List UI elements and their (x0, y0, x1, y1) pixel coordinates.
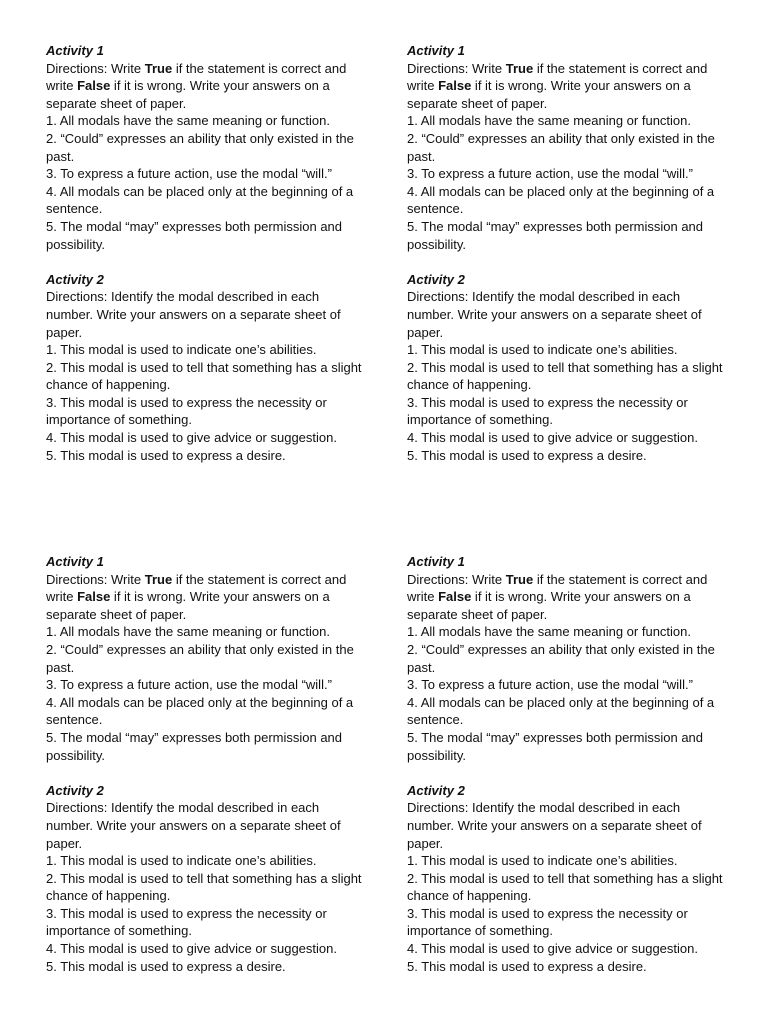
activity1-directions-mid: if the statement is correct and write (46, 60, 347, 94)
activity1-heading: Activity 1 (46, 43, 104, 58)
activity2-directions: Directions: Identify the modal described in each number. Write your answers on a separate sheet of paper. (46, 289, 341, 340)
worksheet-copy-top-left (46, 42, 364, 464)
worksheet-copy-bottom-left (46, 553, 364, 975)
activity1-directions-pre: Directions: Write (46, 571, 145, 587)
activity1-heading: Activity 1 (46, 554, 104, 569)
activity1-directions (46, 571, 364, 624)
activity1-item: 5. The modal “may” expresses both permission and possibility. (407, 729, 704, 763)
activity1-item: 5. The modal “may” expresses both permission and possibility. (46, 218, 343, 252)
activity1-heading: Activity 1 (407, 554, 465, 569)
activity1-directions-mid: if the statement is correct and write (46, 571, 347, 605)
activity2-heading: Activity 2 (407, 782, 465, 798)
activity2-item: 2. This modal is used to tell that something has a slight chance of happening. (46, 870, 362, 904)
activity2-item: 5. This modal is used to express a desire. (46, 958, 286, 974)
activity2-heading: Activity 2 (407, 271, 465, 287)
activity2-item: 2. This modal is used to tell that something has a slight chance of happening. (407, 359, 723, 393)
activity1-item: 1. All modals have the same meaning or function. (407, 624, 691, 640)
activity2-item: 4. This modal is used to give advice or suggestion. (46, 941, 337, 957)
activity1-item: 3. To express a future action, use the modal “will.” (46, 166, 332, 182)
activity1-heading: Activity 1 (407, 43, 465, 58)
activity2-item: 3. This modal is used to express the necessity or importance of something. (46, 394, 327, 428)
activity2-item: 4. This modal is used to give advice or suggestion. (46, 430, 337, 446)
activity1-item: 2. “Could” expresses an ability that only existed in the past. (46, 130, 354, 164)
word-false: False (438, 78, 472, 94)
word-false: False (77, 78, 111, 94)
activity1-item: 3. To express a future action, use the modal “will.” (46, 677, 332, 693)
activity1-directions-mid: if the statement is correct and write (407, 60, 708, 94)
activity1-directions-post: if it is wrong. Write your answers on a separate sheet of paper. (46, 589, 330, 622)
activity1-item: 4. All modals can be placed only at the beginning of a sentence. (407, 694, 715, 728)
activity2-item: 5. This modal is used to express a desire. (46, 447, 286, 463)
section-spacer (407, 764, 725, 782)
activity2-heading: Activity 2 (46, 782, 104, 798)
section-spacer (46, 253, 364, 271)
activity2-item: 1. This modal is used to indicate one’s abilities. (407, 853, 678, 869)
activity2-item: 3. This modal is used to express the necessity or importance of something. (46, 905, 327, 939)
word-false: False (438, 589, 472, 605)
activity2-directions: Directions: Identify the modal described in each number. Write your answers on a separate sheet of paper. (46, 800, 341, 851)
activity2-item: 5. This modal is used to express a desire. (407, 958, 647, 974)
worksheet-copy-top-right (407, 42, 725, 464)
activity2-item: 2. This modal is used to tell that something has a slight chance of happening. (46, 359, 362, 393)
activity2-item: 1. This modal is used to indicate one’s abilities. (46, 342, 317, 358)
word-true: True (144, 571, 173, 587)
section-spacer (407, 253, 725, 271)
activity2-item: 1. This modal is used to indicate one’s abilities. (407, 342, 678, 358)
activity1-item: 2. “Could” expresses an ability that only existed in the past. (407, 641, 715, 675)
worksheet-copy-bottom-right (407, 553, 725, 975)
activity2-item: 1. This modal is used to indicate one’s abilities. (46, 853, 317, 869)
activity1-directions (407, 60, 725, 113)
activity1-item: 4. All modals can be placed only at the beginning of a sentence. (407, 183, 715, 217)
activity1-item: 5. The modal “may” expresses both permission and possibility. (46, 729, 343, 763)
activity2-item: 3. This modal is used to express the necessity or importance of something. (407, 394, 688, 428)
activity1-directions-mid: if the statement is correct and write (407, 571, 708, 605)
activity1-directions (407, 571, 725, 624)
activity1-item: 1. All modals have the same meaning or function. (46, 113, 330, 129)
activity2-item: 4. This modal is used to give advice or suggestion. (407, 941, 698, 957)
activity1-item: 1. All modals have the same meaning or function. (407, 113, 691, 129)
activity2-item: 2. This modal is used to tell that something has a slight chance of happening. (407, 870, 723, 904)
activity2-item: 3. This modal is used to express the necessity or importance of something. (407, 905, 688, 939)
activity1-directions (46, 60, 364, 113)
activity1-directions-pre: Directions: Write (46, 60, 145, 76)
word-true: True (144, 60, 173, 76)
section-spacer (46, 764, 364, 782)
activity1-item: 5. The modal “may” expresses both permission and possibility. (407, 218, 704, 252)
activity1-directions-post: if it is wrong. Write your answers on a separate sheet of paper. (46, 78, 330, 111)
activity1-item: 3. To express a future action, use the modal “will.” (407, 166, 693, 182)
word-true: True (505, 60, 534, 76)
activity1-item: 2. “Could” expresses an ability that only existed in the past. (46, 641, 354, 675)
activity1-item: 4. All modals can be placed only at the beginning of a sentence. (46, 694, 354, 728)
activity1-item: 4. All modals can be placed only at the beginning of a sentence. (46, 183, 354, 217)
activity1-directions-pre: Directions: Write (407, 60, 506, 76)
activity1-item: 2. “Could” expresses an ability that only existed in the past. (407, 130, 715, 164)
activity1-directions-pre: Directions: Write (407, 571, 506, 587)
activity1-item: 3. To express a future action, use the modal “will.” (407, 677, 693, 693)
activity2-directions: Directions: Identify the modal described in each number. Write your answers on a separate sheet of paper. (407, 800, 702, 851)
word-false: False (77, 589, 111, 605)
activity1-directions-post: if it is wrong. Write your answers on a separate sheet of paper. (407, 589, 691, 622)
activity2-heading: Activity 2 (46, 271, 104, 287)
word-true: True (505, 571, 534, 587)
activity2-item: 4. This modal is used to give advice or suggestion. (407, 430, 698, 446)
activity1-item: 1. All modals have the same meaning or function. (46, 624, 330, 640)
activity2-item: 5. This modal is used to express a desire. (407, 447, 647, 463)
activity1-directions-post: if it is wrong. Write your answers on a separate sheet of paper. (407, 78, 691, 111)
activity2-directions: Directions: Identify the modal described in each number. Write your answers on a separate sheet of paper. (407, 289, 702, 340)
